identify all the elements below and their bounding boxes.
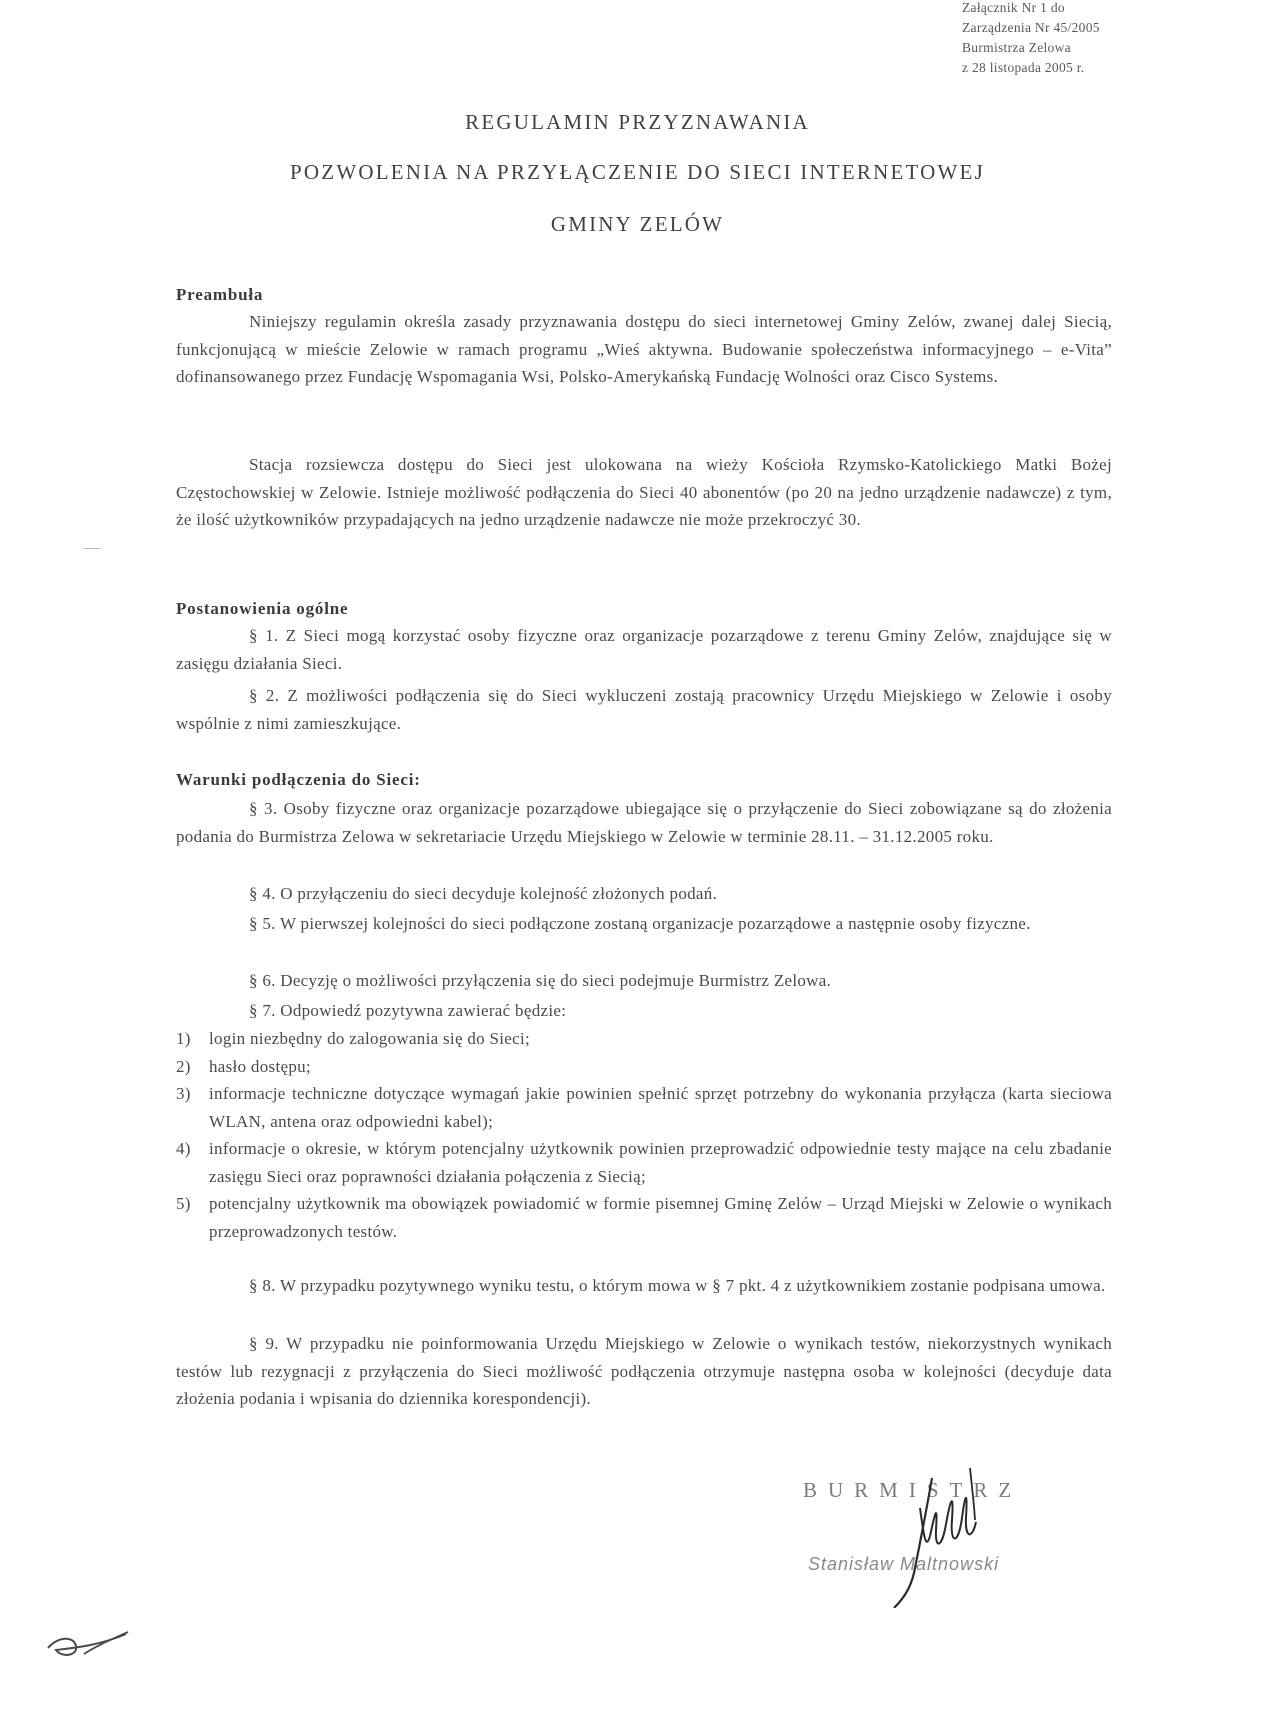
paragraph: § 5. W pierwszej kolejności do sieci podłączone zostaną organizacje pozarządowe a następnie osoby fizyczne. [249, 914, 1031, 933]
list-item [176, 1025, 1112, 1053]
list-item-number: 1) [176, 1029, 191, 1048]
signature-title: BURMISTRZ [803, 1478, 1023, 1502]
paragraph: § 6. Decyzję o możliwości przyłączenia się do sieci podejmuje Burmistrz Zelowa. [249, 971, 832, 990]
handwritten-signature [880, 1458, 1030, 1608]
margin-mark [84, 548, 100, 549]
document-title: REGULAMIN PRZYZNAWANIA [465, 110, 810, 134]
list-item [176, 1190, 1112, 1245]
paragraph: § 3. Osoby fizyczne oraz organizacje pozarządowe ubiegające się o przyłączenie do Sieci zobowiązane są do złożenia podania do Burmistrza Zelowa w sekretariacie Urzędu Miejskiego w Zelowie w terminie 28.11. – 31.12.2005 roku. [176, 799, 1112, 846]
paragraph: § 7. Odpowiedź pozytywna zawierać będzie: [249, 1001, 567, 1020]
annex-note [962, 0, 1162, 78]
list-item-text: potencjalny użytkownik ma obowiązek powiadomić w formie pisemnej Gminę Zelów – Urząd Miejski w Zelowie o wynikach przeprowadzonych testów. [209, 1194, 1112, 1241]
section-heading-preamble: Preambuła [176, 285, 264, 304]
paragraph: § 2. Z możliwości podłączenia się do Sieci wykluczeni zostają pracownicy Urzędu Miejskiego w Zelowie i osoby wspólnie z nimi zamieszkujące. [176, 686, 1112, 733]
initials-mark [44, 1624, 134, 1664]
list-item-number: 4) [176, 1139, 191, 1158]
section-heading-general: Postanowienia ogólne [176, 599, 349, 618]
document-title: GMINY ZELÓW [550, 212, 725, 236]
signature-name: Stanisław Maltnowski [808, 1554, 1000, 1574]
list-item-number: 2) [176, 1056, 191, 1076]
paragraph: Stacja rozsiewcza dostępu do Sieci jest ulokowana na wieży Kościoła Rzymsko-Katolickiego Matki Bożej Częstochowskiej w Zelowie. Istnieje możliwość podłączenia do Sieci 40 abonentów (po 20 na jedno urządzenie nadawcze) z tym, że ilość użytkowników przypadających na jedno urządzenie nadawcze nie może przekroczyć 30. [176, 455, 1112, 529]
list-item-number: 3) [176, 1084, 191, 1103]
annex-note-line: z 28 listopada 2005 r. [962, 60, 1085, 75]
paragraph: § 8. W przypadku pozytywnego wyniku testu, o którym mowa w § 7 pkt. 4 z użytkownikiem zostanie podpisana umowa. [249, 1276, 1106, 1295]
list-item-text: informacje o okresie, w którym potencjalny użytkownik powinien przeprowadzić odpowiednie testy mające na celu zbadanie zasięgu Sieci oraz poprawności działania połączenia z Siecią; [209, 1139, 1112, 1186]
annex-note-line: Zarządzenia Nr 45/2005 [962, 20, 1100, 35]
paragraph: Niniejszy regulamin określa zasady przyznawania dostępu do sieci internetowej Gminy Zelów, zwanej dalej Siecią, funkcjonującą w mieście Zelowie w ramach programu „Wieś aktywna. Budowanie społeczeństwa informacyjnego – e-Vita” dofinansowanego przez Fundację Wspomagania Wsi, Polsko-Amerykańską Fundację Wolności oraz Cisco Systems. [176, 312, 1112, 386]
section-heading-conditions: Warunki podłączenia do Sieci: [176, 770, 421, 789]
list-item-text: informacje techniczne dotyczące wymagań jakie powinien spełnić sprzęt potrzebny do wykonania przyłącza (karta sieciowa WLAN, antena oraz odpowiedni kabel); [209, 1084, 1112, 1131]
annex-note-line: Burmistrza Zelowa [962, 40, 1071, 55]
document-title: POZWOLENIA NA PRZYŁĄCZENIE DO SIECI INTERNETOWEJ [290, 160, 985, 184]
list-item-text: hasło dostępu; [209, 1056, 311, 1076]
paragraph: § 1. Z Sieci mogą korzystać osoby fizyczne oraz organizacje pozarządowe z terenu Gminy Zelów, znajdujące się w zasięgu działania Sieci. [176, 626, 1112, 673]
paragraph: § 4. O przyłączeniu do sieci decyduje kolejność złożonych podań. [249, 884, 718, 903]
list-item [176, 1135, 1112, 1190]
list-item-number: 5) [176, 1194, 191, 1213]
list-item-text: login niezbędny do zalogowania się do Sieci; [209, 1029, 531, 1048]
paragraph: § 9. W przypadku nie poinformowania Urzędu Miejskiego w Zelowie o wynikach testów, niekorzystnych wynikach testów lub rezygnacji z przyłączenia do Sieci możliwość podłączenia otrzymuje następna osoba w kolejności (decyduje data złożenia podania i wpisania do dziennika korespondencji). [176, 1334, 1112, 1408]
list-item [176, 1053, 1112, 1081]
list-item [176, 1080, 1112, 1135]
requirements-list [176, 1025, 1112, 1245]
annex-note-line: Załącznik Nr 1 do [962, 0, 1065, 15]
